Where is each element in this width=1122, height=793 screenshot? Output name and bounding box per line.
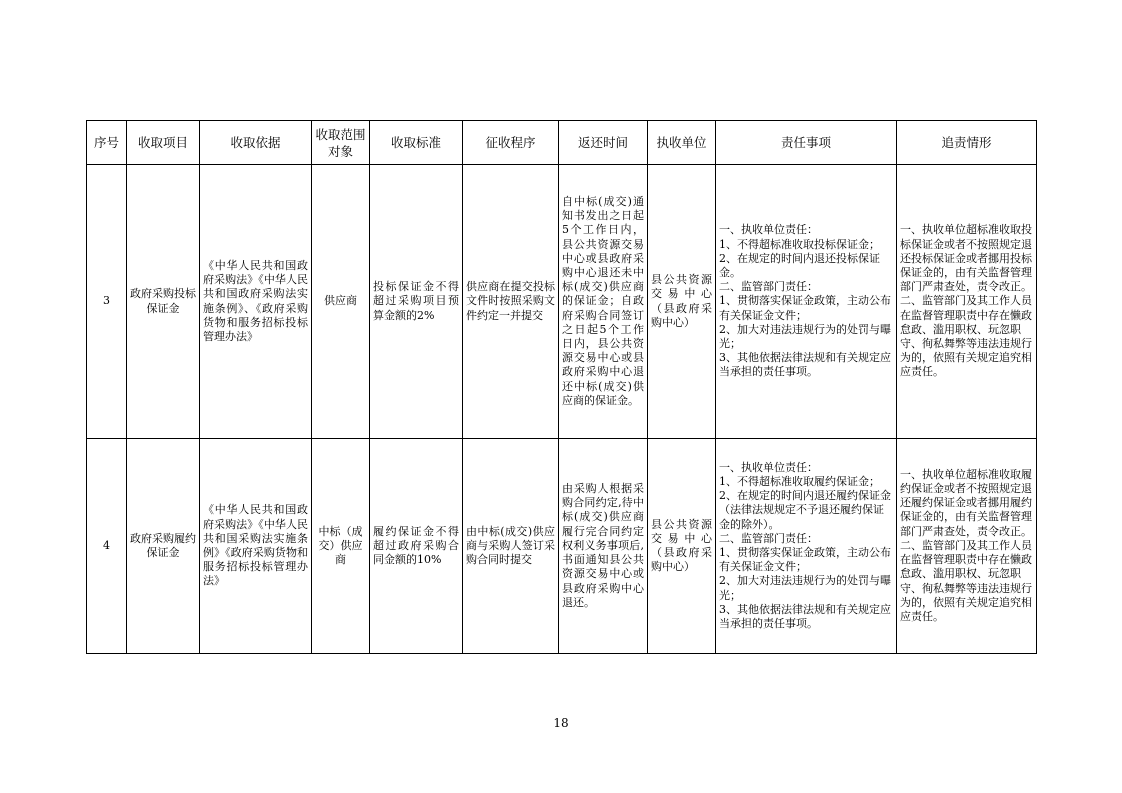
header-item: 收取项目 — [127, 121, 200, 165]
row-index: 3 — [87, 165, 127, 439]
header-liability: 追责情形 — [897, 121, 1037, 165]
row-unit: 县公共资源交易中心（县政府采购中心） — [648, 439, 716, 654]
row-liability: 一、执收单位超标准收取履约保证金或者不按照规定退还履约保证金或者挪用履约保证金的，由有关监督管理部门严肃查处，责令改正。 二、监管部门及其工作人员在监督管理职责中存在懒政怠政、滥用职权、玩忽职守、徇私舞弊等违法违规行为的，依照有关规定追究相应责任。 — [897, 439, 1037, 654]
header-index: 序号 — [87, 121, 127, 165]
row-liability: 一、执收单位超标准收取投标保证金或者不按照规定退还投标保证金或者挪用投标保证金的，由有关监督管理部门严肃查处，责令改正。 二、监管部门及其工作人员在监督管理职责中存在懒政怠政、滥用职权、玩忽职守、徇私舞弊等违法违规行为的，依照有关规定追究相应责任。 — [897, 165, 1037, 439]
row-duty: 一、执收单位责任： 1、不得超标准收取履约保证金； 2、在规定的时间内退还履约保证金（法律法规规定不予退还履约保证金的除外）。 二、监管部门责任： 1、贯彻落实保证金政策，主动公布有关保证金文件； 2、加大对违法违规行为的处罚与曝光； 3、其他依据法律法规和有关规定应当承担的责任事项。 — [716, 439, 897, 654]
row-standard: 履约保证金不得超过政府采购合同金额的10% — [370, 439, 463, 654]
row-scope: 中标（成交）供应商 — [312, 439, 370, 654]
row-item: 政府采购投标保证金 — [127, 165, 200, 439]
row-procedure: 由中标(成交)供应商与采购人签订采购合同时提交 — [463, 439, 559, 654]
row-unit: 县公共资源交易中心（县政府采购中心） — [648, 165, 716, 439]
row-basis: 《中华人民共和国政府采购法》《中华人民共和国采购法实施条例》《政府采购货物和服务招标投标管理办法》 — [200, 439, 312, 654]
header-refund: 返还时间 — [559, 121, 648, 165]
row-refund: 由采购人根据采购合同约定,待中标(成交)供应商履行完合同约定权利义务事项后,书面通知县公共资源交易中心或县政府采购中心退还。 — [559, 439, 648, 654]
row-item: 政府采购履约保证金 — [127, 439, 200, 654]
row-refund: 自中标(成交)通知书发出之日起5个工作日内，县公共资源交易中心或县政府采购中心退还未中标(成交)供应商的保证金；自政府采购合同签订之日起5个工作日内，县公共资源交易中心或县政府采购中心退还中标(成交)供应商的保证金。 — [559, 165, 648, 439]
table-row — [87, 165, 1037, 439]
table-row — [87, 439, 1037, 654]
header-unit: 执收单位 — [648, 121, 716, 165]
row-basis: 《中华人民共和国政府采购法》《中华人民共和国政府采购法实施条例》、《政府采购货物和服务招标投标管理办法》 — [200, 165, 312, 439]
header-procedure: 征收程序 — [463, 121, 559, 165]
header-standard: 收取标准 — [370, 121, 463, 165]
row-index: 4 — [87, 439, 127, 654]
header-basis: 收取依据 — [200, 121, 312, 165]
header-row — [87, 121, 1037, 165]
header-scope: 收取范围对象 — [312, 121, 370, 165]
row-procedure: 供应商在提交投标文件时按照采购文件约定一并提交 — [463, 165, 559, 439]
row-standard: 投标保证金不得超过采购项目预算金额的2% — [370, 165, 463, 439]
header-duty: 责任事项 — [716, 121, 897, 165]
row-duty: 一、执收单位责任： 1、不得超标准收取投标保证金； 2、在规定的时间内退还投标保证金。 二、监管部门责任： 1、贯彻落实保证金政策，主动公布有关保证金文件； 2、加大对违法违规行为的处罚与曝光； 3、其他依据法律法规和有关规定应当承担的责任事项。 — [716, 165, 897, 439]
page-number: 18 — [553, 716, 569, 730]
row-scope: 供应商 — [312, 165, 370, 439]
fee-table — [86, 120, 1037, 654]
